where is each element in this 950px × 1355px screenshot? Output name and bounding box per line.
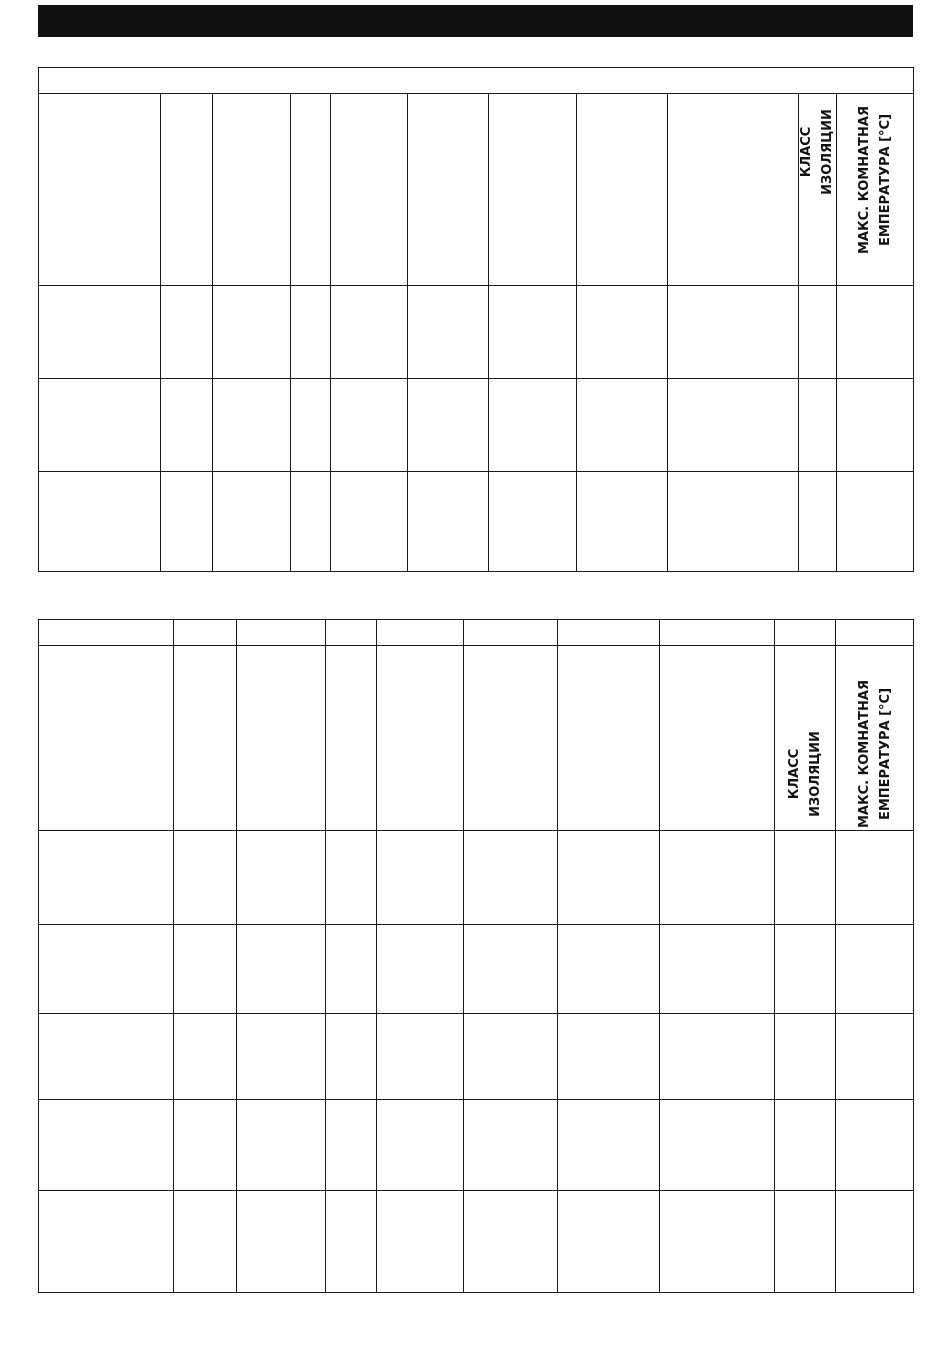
table-cell [836, 831, 914, 925]
table-cell [775, 831, 836, 925]
table-cell [291, 472, 331, 572]
table-cell [577, 472, 668, 572]
table-cell [174, 831, 237, 925]
table-cell [39, 925, 174, 1014]
header-bar [38, 5, 913, 37]
table-cell [326, 1014, 377, 1100]
max-room-temp-header [836, 646, 914, 831]
max-room-temp-label: МАКС. КОМНАТНАЯ ЕМПЕРАТУРА [°C] [857, 105, 894, 255]
table-cell [39, 379, 161, 472]
table-cell [174, 1014, 237, 1100]
header-cell [174, 620, 237, 646]
table-cell [377, 1100, 464, 1191]
header-cell [39, 646, 174, 831]
table-cell [408, 286, 489, 379]
header-cell [291, 94, 331, 286]
header-cell [326, 620, 377, 646]
header-cell [836, 620, 914, 646]
table-cell [668, 379, 799, 472]
table-cell [799, 472, 837, 572]
table-row [39, 379, 914, 472]
table-cell [161, 379, 213, 472]
insulation-class-header [799, 94, 837, 286]
table-cell [213, 472, 291, 572]
table-cell [558, 1191, 660, 1293]
insulation-class-label: КЛАСС ИЗОЛЯЦИИ [787, 731, 823, 817]
table-cell [237, 925, 326, 1014]
table-cell [39, 1100, 174, 1191]
table-cell [775, 1014, 836, 1100]
table-cell [558, 925, 660, 1014]
table-cell [836, 1014, 914, 1100]
table-cell [326, 1191, 377, 1293]
table-cell [408, 379, 489, 472]
table-header-row [39, 646, 914, 831]
table-cell [237, 1100, 326, 1191]
table-row [39, 286, 914, 379]
table-cell [174, 925, 237, 1014]
table-header-row [39, 94, 914, 286]
table-cell [39, 831, 174, 925]
header-cell [558, 620, 660, 646]
table-cell [668, 472, 799, 572]
table-row [39, 1014, 914, 1100]
header-cell [377, 646, 464, 831]
table-cell [489, 472, 577, 572]
header-cell [237, 620, 326, 646]
table-cell [291, 286, 331, 379]
table-cell [660, 831, 775, 925]
header-cell [660, 620, 775, 646]
table-cell [377, 1191, 464, 1293]
table-cell [775, 1100, 836, 1191]
table-title-row [39, 620, 914, 646]
table-cell [326, 925, 377, 1014]
table-cell [174, 1191, 237, 1293]
table-cell [408, 472, 489, 572]
header-cell [331, 94, 408, 286]
table-cell [174, 1100, 237, 1191]
table-cell [660, 925, 775, 1014]
table-cell [377, 925, 464, 1014]
table-cell [326, 1100, 377, 1191]
table-cell [161, 286, 213, 379]
header-cell [326, 646, 377, 831]
table-cell [837, 379, 914, 472]
table-row [39, 1100, 914, 1191]
table-cell [213, 286, 291, 379]
table-cell [291, 379, 331, 472]
header-cell [668, 94, 799, 286]
table-cell [237, 1014, 326, 1100]
table-cell [464, 1191, 558, 1293]
table-row [39, 831, 914, 925]
table-cell [326, 831, 377, 925]
table-cell [775, 1191, 836, 1293]
table-cell [836, 1100, 914, 1191]
table-cell [836, 1191, 914, 1293]
header-cell [464, 620, 558, 646]
table-cell [237, 831, 326, 925]
table-cell [577, 286, 668, 379]
header-cell [174, 646, 237, 831]
table-cell [489, 379, 577, 472]
table-row [39, 925, 914, 1014]
table-cell [668, 286, 799, 379]
table-cell [836, 925, 914, 1014]
table-cell [331, 286, 408, 379]
max-room-temp-header [837, 94, 914, 286]
table-cell [799, 379, 837, 472]
insulation-class-label: КЛАСС ИЗОЛЯЦИИ [799, 109, 835, 195]
spec-table-2 [38, 619, 914, 1293]
header-cell [39, 94, 161, 286]
spec-table-1 [38, 67, 914, 572]
insulation-class-header [775, 646, 836, 831]
header-cell [237, 646, 326, 831]
table-cell [377, 1014, 464, 1100]
table-cell [660, 1191, 775, 1293]
header-cell [464, 646, 558, 831]
table-title-row [39, 68, 914, 94]
table-cell [39, 1191, 174, 1293]
table-row [39, 472, 914, 572]
table-cell [39, 286, 161, 379]
table-cell [464, 1014, 558, 1100]
table-cell [464, 925, 558, 1014]
header-cell [408, 94, 489, 286]
table-cell [464, 1100, 558, 1191]
table-cell [331, 472, 408, 572]
header-cell [489, 94, 577, 286]
header-cell [377, 620, 464, 646]
table-cell [558, 1014, 660, 1100]
header-cell [213, 94, 291, 286]
table-cell [799, 286, 837, 379]
table-cell [577, 379, 668, 472]
table-cell [237, 1191, 326, 1293]
table-cell [39, 1014, 174, 1100]
table-row [39, 1191, 914, 1293]
table-cell [377, 831, 464, 925]
header-cell [775, 620, 836, 646]
table-cell [837, 472, 914, 572]
table-cell [837, 286, 914, 379]
header-cell [660, 646, 775, 831]
table-cell [775, 925, 836, 1014]
table-cell [331, 379, 408, 472]
table-cell [213, 379, 291, 472]
table-cell [558, 1100, 660, 1191]
header-cell [161, 94, 213, 286]
header-cell [577, 94, 668, 286]
max-room-temp-label: МАКС. КОМНАТНАЯ ЕМПЕРАТУРА [°C] [856, 679, 893, 829]
table-cell [161, 472, 213, 572]
table-cell [39, 472, 161, 572]
table-title-cell [39, 68, 914, 94]
header-cell [39, 620, 174, 646]
table-cell [660, 1014, 775, 1100]
table-cell [489, 286, 577, 379]
table-cell [660, 1100, 775, 1191]
table-cell [558, 831, 660, 925]
table-cell [464, 831, 558, 925]
header-cell [558, 646, 660, 831]
